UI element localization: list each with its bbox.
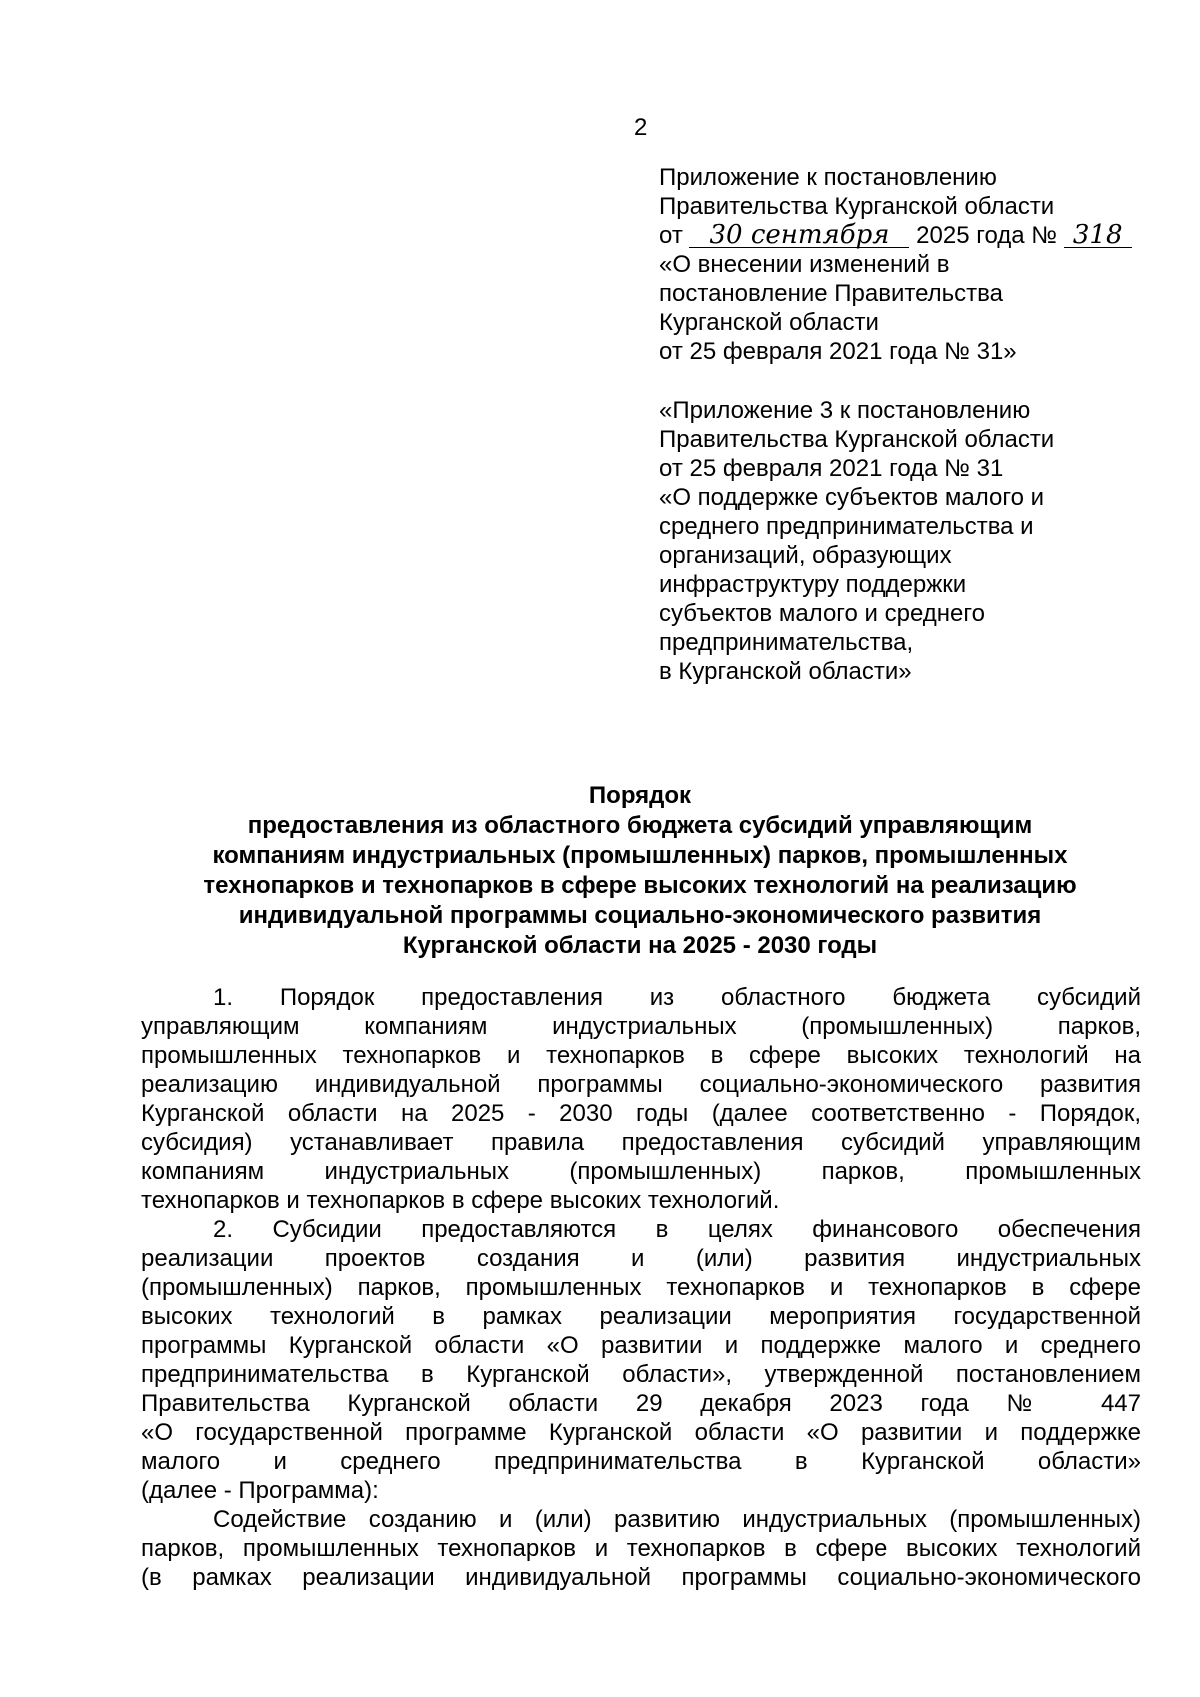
text-line: 2. Субсидии предоставляются в целях финансового обеспечения xyxy=(213,1216,1141,1243)
appendix-line: от 25 февраля 2021 года № 31» xyxy=(659,338,1017,365)
appendix-line: «О внесении изменений в xyxy=(659,251,950,278)
page-number: 2 xyxy=(634,114,648,141)
appendix-date-line xyxy=(659,221,1159,250)
text-line: парков, промышленных технопарков и технопарков в сфере высоких технологий xyxy=(141,1535,1141,1562)
text-line: (далее - Программа): xyxy=(141,1477,379,1504)
text-line: (промышленных) парков, промышленных технопарков и технопарков в сфере xyxy=(141,1274,1141,1301)
text-line: реализацию индивидуальной программы социально-экономического развития xyxy=(141,1071,1141,1098)
text-line: «О государственной программе Курганской области «О развитии и поддержке xyxy=(141,1419,1141,1446)
handwritten-number: 318 xyxy=(1064,223,1132,248)
title-line: индивидуальной программы социально-экономического развития xyxy=(238,902,1042,929)
reference-line: предпринимательства, xyxy=(659,629,914,656)
text-line: предпринимательства в Курганской области», утвержденной постановлением xyxy=(141,1361,1141,1388)
text-line: (в рамках реализации индивидуальной программы социально-экономического xyxy=(141,1564,1141,1591)
document-body xyxy=(141,983,1141,1592)
text-line: Правительства Курганской области 29 декабря 2023 года № 447 xyxy=(141,1390,1141,1417)
appendix-line: Приложение к постановлению xyxy=(659,164,997,191)
text-line: промышленных технопарков и технопарков в сфере высоких технологий на xyxy=(141,1042,1141,1069)
reference-line: субъектов малого и среднего xyxy=(659,600,985,627)
text-line: малого и среднего предпринимательства в Курганской области» xyxy=(141,1448,1141,1475)
text-line: управляющим компаниям индустриальных (промышленных) парков, xyxy=(141,1013,1141,1040)
appendix-line: постановление Правительства xyxy=(659,280,1003,307)
text-line: компаниям индустриальных (промышленных) парков, промышленных xyxy=(141,1158,1141,1185)
text-line: Содействие созданию и (или) развитию индустриальных (промышленных) xyxy=(213,1506,1141,1533)
text-line: программы Курганской области «О развитии и поддержке малого и среднего xyxy=(141,1332,1141,1359)
text-line: реализации проектов создания и (или) развития индустриальных xyxy=(141,1245,1141,1272)
original-appendix-reference xyxy=(659,396,1159,686)
reference-line: в Курганской области» xyxy=(659,658,912,685)
title-line: предоставления из областного бюджета субсидий управляющим xyxy=(247,812,1033,839)
reference-line: «Приложение 3 к постановлению xyxy=(659,397,1031,424)
date-prefix: от xyxy=(659,222,683,249)
text-line: высоких технологий в рамках реализации мероприятия государственной xyxy=(141,1303,1141,1330)
handwritten-date: 30 сентября xyxy=(689,223,909,248)
text-line: 1. Порядок предоставления из областного бюджета субсидий xyxy=(213,984,1141,1011)
reference-line: среднего предпринимательства и xyxy=(659,513,1034,540)
text-line: Курганской области на 2025 - 2030 годы (далее соответственно - Порядок, xyxy=(141,1100,1141,1127)
year-text: 2025 года № xyxy=(916,222,1058,249)
document-title xyxy=(140,781,1140,961)
appendix-line: Правительства Курганской области xyxy=(659,193,1055,220)
title-line: технопарков и технопарков в сфере высоких технологий на реализацию xyxy=(203,872,1077,899)
paragraph-1 xyxy=(141,983,1141,1215)
reference-line: «О поддержке субъектов малого и xyxy=(659,484,1044,511)
paragraph-3 xyxy=(141,1505,1141,1592)
reference-line: инфраструктуру поддержки xyxy=(659,571,967,598)
reference-line: Правительства Курганской области xyxy=(659,426,1055,453)
paragraph-2 xyxy=(141,1215,1141,1505)
title-line: Курганской области на 2025 - 2030 годы xyxy=(402,932,878,959)
appendix-header xyxy=(659,163,1159,366)
title-line: компаниям индустриальных (промышленных) парков, промышленных xyxy=(212,842,1068,869)
reference-line: от 25 февраля 2021 года № 31 xyxy=(659,455,1004,482)
title-heading: Порядок xyxy=(588,782,692,809)
appendix-line: Курганской области xyxy=(659,309,879,336)
text-line: субсидия) устанавливает правила предоставления субсидий управляющим xyxy=(141,1129,1141,1156)
text-line: технопарков и технопарков в сфере высоких технологий. xyxy=(141,1187,780,1214)
reference-line: организаций, образующих xyxy=(659,542,952,569)
